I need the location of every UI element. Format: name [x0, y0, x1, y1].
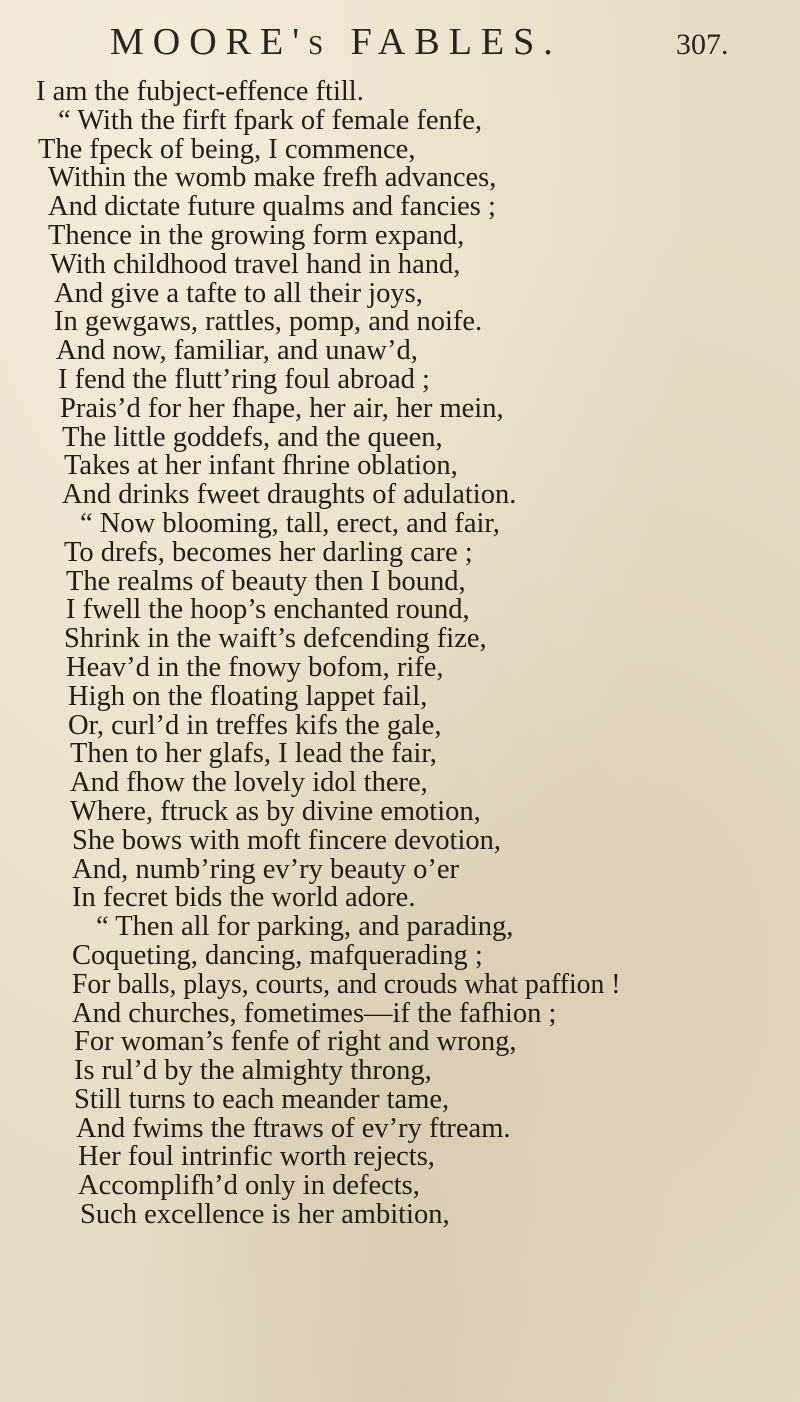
poem-line: Is rul’d by the almighty throng, — [74, 1055, 432, 1087]
poem-body — [0, 78, 800, 1230]
page-number: 307. — [676, 28, 729, 61]
poem-line: To drefs, becomes her darling care ; — [64, 536, 473, 568]
poem-line: Where, ftruck as by divine emotion, — [70, 795, 481, 827]
poem-line: And dictate future qualms and fancies ; — [48, 191, 496, 223]
poem-line: And, numb’ring ev’ry beauty o’er — [72, 853, 460, 885]
poem-line: Within the womb make frefh advances, — [48, 162, 497, 194]
poem-line: Such excellence is her ambition, — [80, 1199, 450, 1231]
poem-line: The realms of beauty then I bound, — [66, 565, 466, 597]
poem-line: Then to her glafs, I lead the fair, — [70, 738, 437, 770]
poem-line: The fpeck of being, I commence, — [38, 133, 416, 165]
poem-line: For woman’s fenfe of right and wrong, — [74, 1026, 517, 1058]
poem-line: Takes at her infant fhrine oblation, — [64, 450, 458, 482]
poem-line: In fecret bids the world adore. — [72, 882, 416, 914]
poem-line: Accomplifh’d only in defects, — [78, 1170, 420, 1202]
poem-line: Coqueting, dancing, mafquerading ; — [72, 939, 483, 971]
poem-line: “ Then all for parking, and parading, — [96, 911, 514, 943]
poem-line: Her foul intrinfic worth rejects, — [78, 1141, 435, 1173]
poem-line: High on the floating lappet fail, — [68, 680, 428, 712]
poem-line: “ Now blooming, tall, erect, and fair, — [80, 507, 500, 539]
poem-line: The little goddefs, and the queen, — [62, 421, 443, 453]
poem-line: Shrink in the waift’s defcending fize, — [64, 623, 487, 655]
poem-line: And give a tafte to all their joys, — [54, 277, 423, 309]
poem-line: In gewgaws, rattles, pomp, and noife. — [54, 306, 483, 338]
poem-line: Heav’d in the fnowy bofom, rife, — [66, 651, 444, 683]
running-head — [0, 14, 800, 64]
poem-line: And fhow the lovely idol there, — [70, 767, 428, 799]
running-title: MOORE's FABLES. — [110, 21, 562, 63]
poem-line: Still turns to each meander tame, — [74, 1083, 450, 1115]
poem-line: And now, familiar, and unaw’d, — [56, 335, 418, 367]
poem-line: With childhood travel hand in hand, — [50, 248, 461, 280]
poem-line: Or, curl’d in treffes kifs the gale, — [68, 709, 442, 741]
poem-line: “ With the firft fpark of female fenfe, — [58, 104, 483, 136]
poem-line: And churches, fometimes—if the fafhion ; — [72, 997, 557, 1029]
poem-line: I fend the flutt’ring foul abroad ; — [58, 363, 430, 395]
poem-line: And fwims the ftraws of ev’ry ftream. — [76, 1112, 511, 1144]
poem-line: And drinks fweet draughts of adulation. — [62, 479, 517, 511]
poem-line: She bows with moft fincere devotion, — [72, 824, 502, 856]
poem-line: I fwell the hoop’s enchanted round, — [66, 594, 470, 626]
poem-line: Prais’d for her fhape, her air, her mein, — [60, 392, 504, 424]
poem-line: For balls, plays, courts, and crouds what paffion ! — [72, 968, 621, 1000]
poem-line: Thence in the growing form expand, — [48, 219, 465, 251]
poem-line: I am the fubject-effence ftill. — [36, 76, 364, 107]
